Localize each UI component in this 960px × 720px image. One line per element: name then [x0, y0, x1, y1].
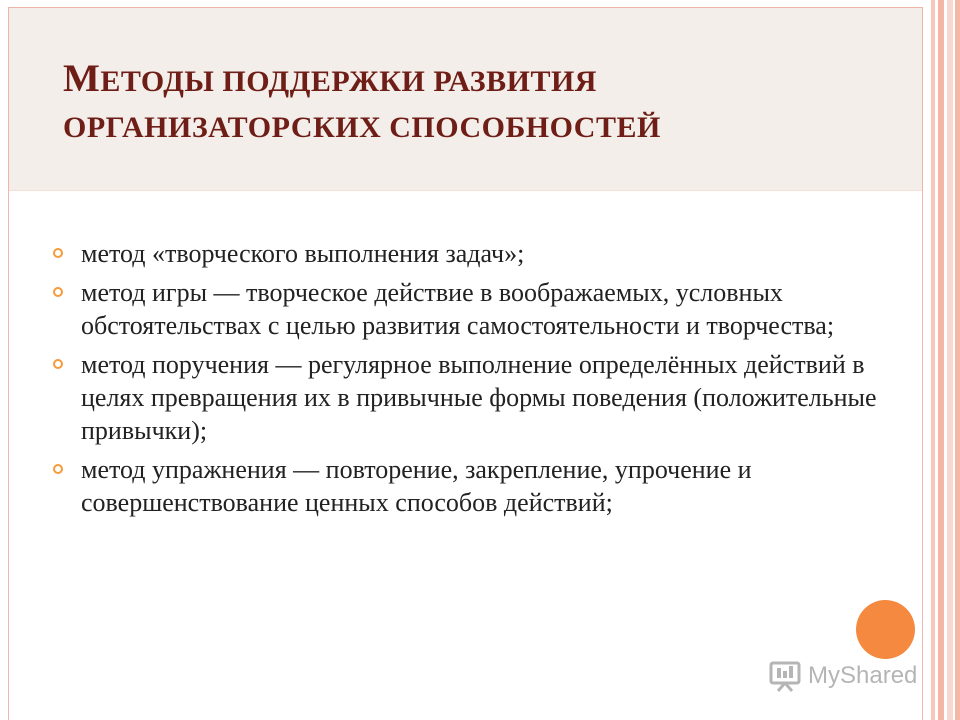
bullet-item [50, 276, 900, 342]
bullet-item [50, 237, 900, 270]
bullet-circle-icon [53, 287, 63, 297]
bullet-item [50, 348, 900, 447]
slide-title-line-2: ОРГАНИЗАТОРСКИХ СПОСОБНОСТЕЙ [63, 110, 661, 144]
title-divider [9, 190, 922, 191]
frame-border-right [922, 7, 923, 720]
frame-border-top [8, 7, 923, 8]
slide-title-line-1: МЕТОДЫ ПОДДЕРЖКИ РАЗВИТИЯ [63, 57, 597, 100]
frame-border-left [8, 7, 9, 720]
decor-stripe [955, 0, 960, 720]
decor-stripe [931, 0, 935, 720]
bullet-list [50, 237, 900, 525]
bullet-circle-icon [53, 248, 63, 258]
decor-stripe [947, 0, 953, 720]
accent-circle [856, 600, 915, 659]
bullet-item [50, 453, 900, 519]
bullet-text: метод поручения — регулярное выполнение определённых действий в целях превращения их в привычные формы поведения (положительные привычки); [81, 350, 877, 446]
bullet-text: метод игры — творческое действие в воображаемых, условных обстоятельствах с целью развития самостоятельности и творчества; [81, 278, 835, 341]
bullet-circle-icon [53, 464, 63, 474]
presentation-board-icon [768, 659, 802, 693]
bullet-circle-icon [53, 359, 63, 369]
watermark[interactable] [768, 656, 917, 696]
bullet-text: метод «творческого выполнения задач»; [81, 239, 525, 268]
slide-title [63, 52, 883, 149]
watermark-text: MyShared [808, 662, 918, 689]
bullet-text: метод упражнения — повторение, закрепление, упрочение и совершенствование ценных способов действий; [81, 455, 752, 518]
decor-stripe [938, 0, 944, 720]
